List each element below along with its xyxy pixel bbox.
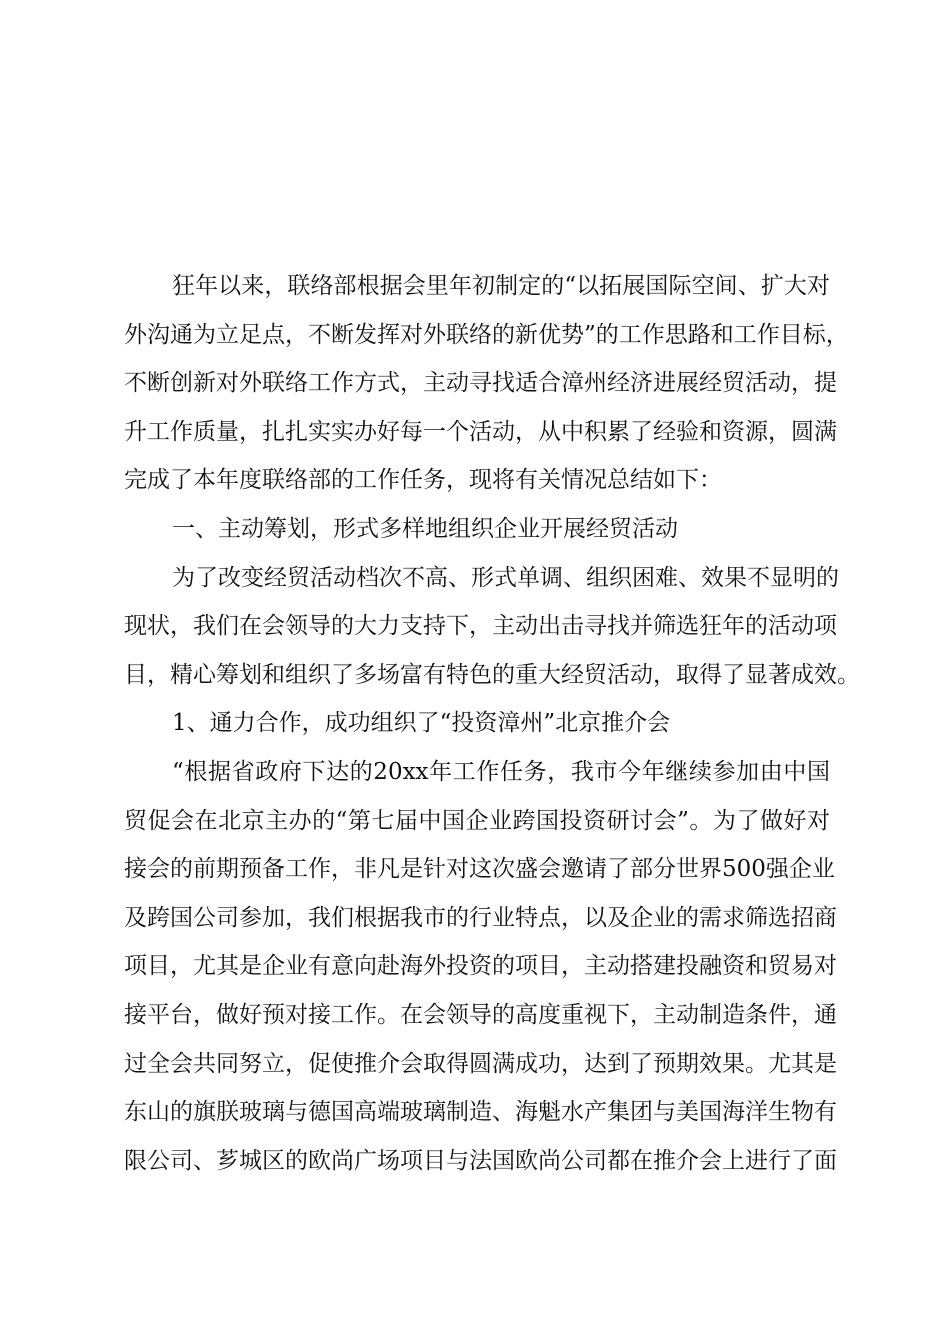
text-line: 及跨国公司参加，我们根据我市的行业特点，以及企业的需求筛选招商 [124, 904, 837, 931]
section-heading [124, 505, 830, 554]
text-line: 现状，我们在会领导的大力支持下，主动出击寻找并筛选狂年的活动项 [124, 613, 837, 640]
text-line: 为了改变经贸活动档次不高、形式单调、组织困难、效果不显明的 [172, 564, 839, 591]
text-line: 完成了本年度联络部的工作任务，现将有关情况总结如下： [124, 467, 722, 494]
text-line: 外沟通为立足点，不断发挥对外联络的新优势”的工作思路和工作目标， [124, 321, 849, 348]
paragraph-subsection-1 [124, 748, 837, 1185]
document-body [124, 262, 860, 1185]
text-line: “根据省政府下达的20xx年工作任务，我市今年继续参加由中国 [172, 758, 830, 785]
text-line: 目，精心筹划和组织了多场富有特色的重大经贸活动，取得了显著成效。 [124, 661, 860, 688]
text-line: 不断创新对外联络工作方式，主动寻找适合漳州经济进展经贸活动，提 [124, 370, 837, 397]
heading-line: 1、通力合作，成功组织了“投资漳州”北京推介会 [172, 710, 671, 737]
paragraph-intro [124, 262, 849, 505]
paragraph-section-1 [124, 554, 860, 700]
subsection-heading [124, 699, 830, 748]
text-line: 贸促会在北京主办的“第七届中国企业跨国投资研讨会”。为了做好对 [124, 807, 830, 834]
heading-line: 一、主动筹划，形式多样地组织企业开展经贸活动 [172, 515, 678, 542]
text-line: 接平台，做好预对接工作。在会领导的高度重视下，主动制造条件，通 [124, 1001, 837, 1028]
text-line: 过全会共同努立，促使推介会取得圆满成功，达到了预期效果。尤其是 [124, 1050, 837, 1077]
text-line: 升工作质量，扎扎实实办好每一个活动，从中积累了经验和资源，圆满 [124, 418, 837, 445]
text-line: 狂年以来，联络部根据会里年初制定的“以拓展国际空间、扩大对 [172, 273, 830, 299]
text-line: 限公司、芗城区的欧尚广场项目与法国欧尚公司都在推介会上进行了面 [124, 1147, 837, 1174]
text-line: 东山的旗朕玻璃与德国高端玻璃制造、海魁水产集团与美国海洋生物有 [124, 1099, 837, 1126]
text-line: 项目，尤其是企业有意向赴海外投资的项目，主动搭建投融资和贸易对 [124, 953, 837, 980]
text-line: 接会的前期预备工作，非凡是针对这次盛会邀请了部分世界500强企业 [124, 856, 835, 883]
